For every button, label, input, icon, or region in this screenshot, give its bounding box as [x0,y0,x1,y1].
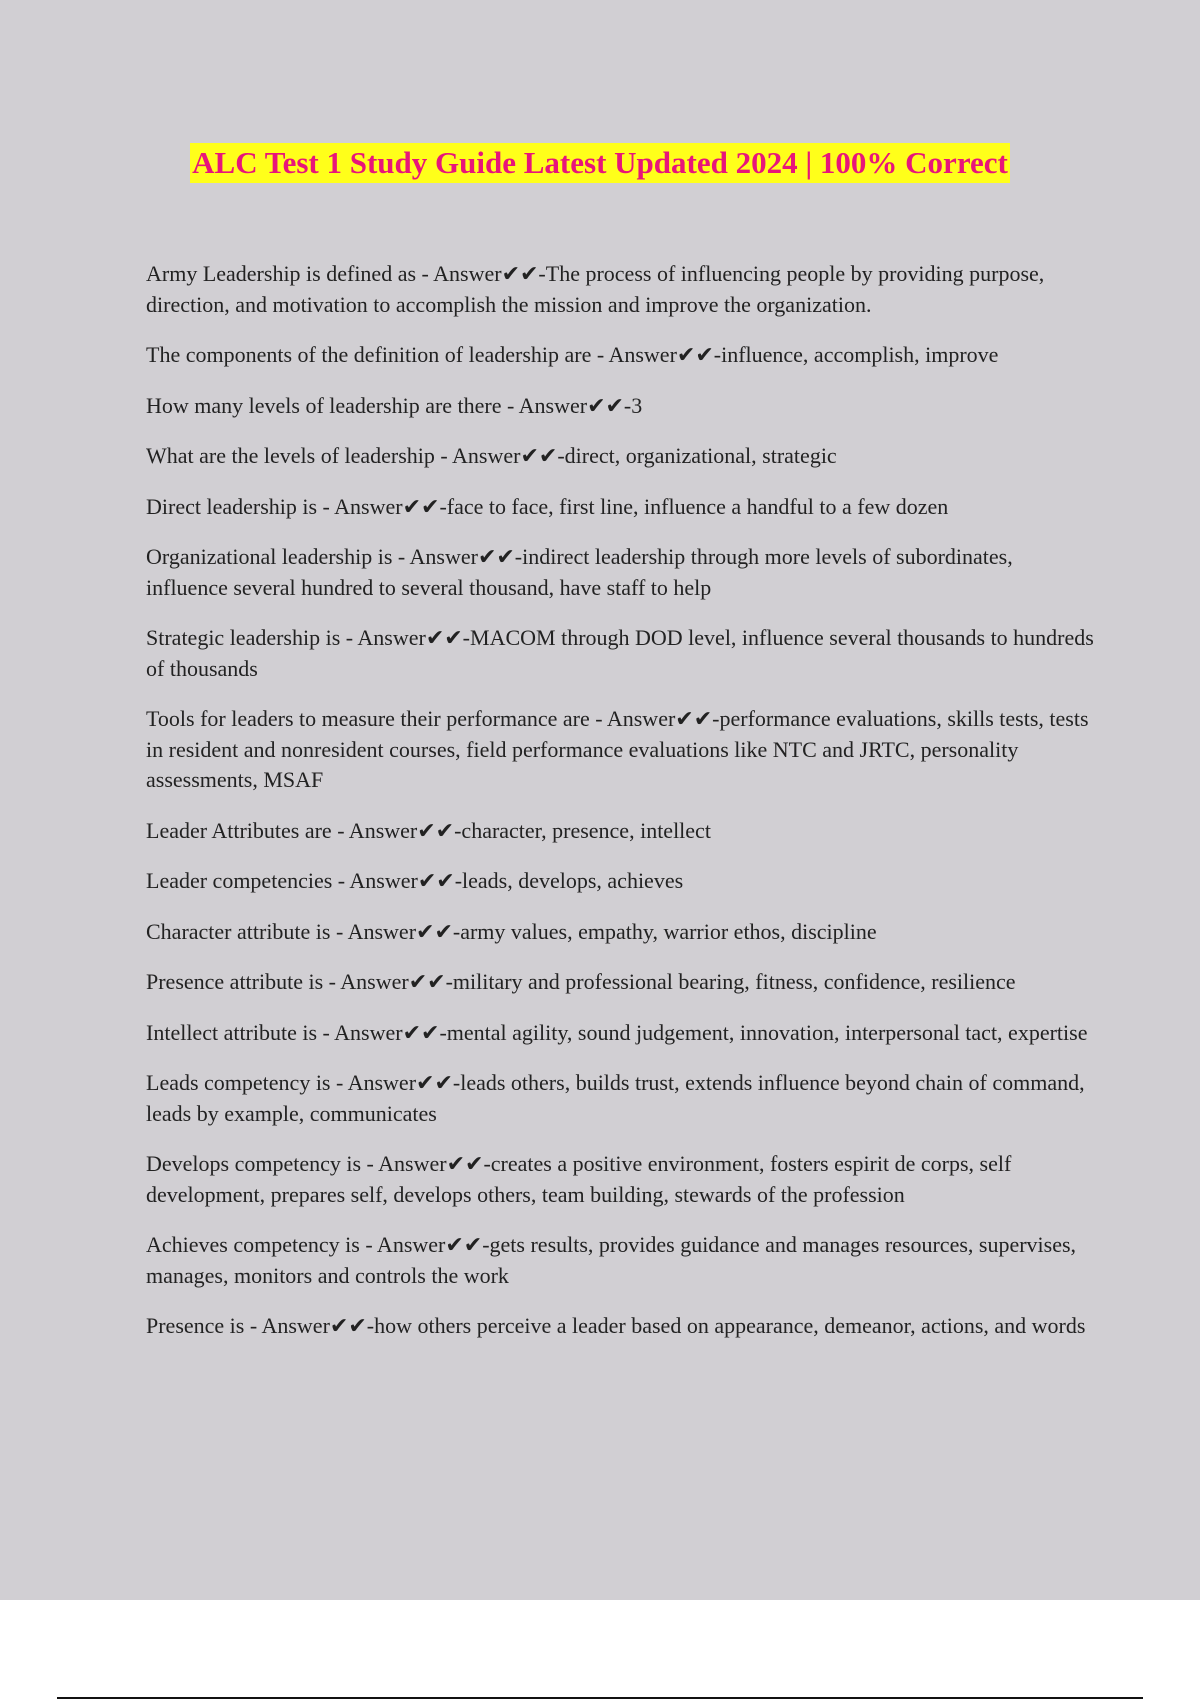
qa-item: How many levels of leadership are there - Answer✔✔-3 [146,392,643,418]
qa-item: What are the levels of leadership - Answer✔✔-direct, organizational, strategic [146,443,837,468]
page-title: ALC Test 1 Study Guide Latest Updated 2024 | 100% Correct [190,143,1010,183]
qa-item: Army Leadership is defined as - Answer✔✔-The process of influencing people by providing purpose, direction, and motivation to accomplish the mission and improve the organization. [146,261,1045,317]
qa-item: Leader competencies - Answer✔✔-leads, develops, achieves [146,868,684,893]
qa-item: Organizational leadership is - Answer✔✔-indirect leadership through more levels of subordinates, influence several hundred to several thousand, have staff to help [146,544,1013,600]
qa-item: Presence is - Answer✔✔-how others perceive a leader based on appearance, demeanor, actions, and words [146,1313,1086,1338]
qa-item: Character attribute is - Answer✔✔-army values, empathy, warrior ethos, discipline [146,918,877,944]
qa-item: Strategic leadership is - Answer✔✔-MACOM through DOD level, influence several thousands to hundreds of thousands [146,625,1094,681]
qa-item: Tools for leaders to measure their performance are - Answer✔✔-performance evaluations, skills tests, tests in resident and nonresident courses, field performance evaluations like NTC and JRTC, personality assessments, MSAF [146,706,1089,792]
qa-item: Leader Attributes are - Answer✔✔-character, presence, intellect [146,817,711,843]
qa-item: Presence attribute is - Answer✔✔-military and professional bearing, fitness, confidence, resilience [146,969,1016,994]
qa-list [146,259,1096,1362]
bottom-divider [57,1697,1143,1699]
title-container [0,143,1200,183]
qa-item: Develops competency is - Answer✔✔-creates a positive environment, fosters espirit de corps, self development, prepares self, develops others, team building, stewards of the profession [146,1151,1012,1207]
qa-item: Achieves competency is - Answer✔✔-gets results, provides guidance and manages resources, supervises, manages, monitors and controls the work [146,1232,1077,1288]
qa-item: Intellect attribute is - Answer✔✔-mental agility, sound judgement, innovation, interpersonal tact, expertise [146,1019,1088,1045]
qa-item: Direct leadership is - Answer✔✔-face to face, first line, influence a handful to a few dozen [146,493,949,519]
qa-item: Leads competency is - Answer✔✔-leads others, builds trust, extends influence beyond chain of command, leads by example, communicates [146,1070,1085,1126]
qa-item: The components of the definition of leadership are - Answer✔✔-influence, accomplish, improve [146,342,999,367]
